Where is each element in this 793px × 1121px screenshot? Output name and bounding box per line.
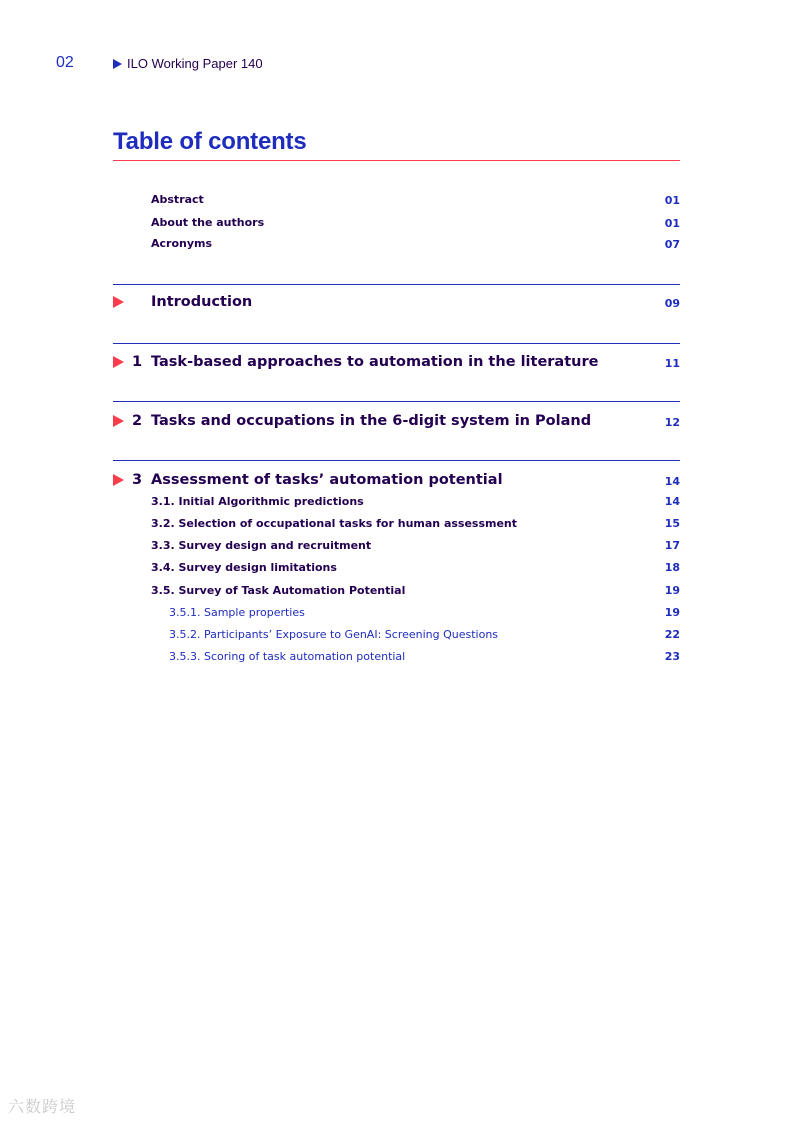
- toc-entry-label[interactable]: 3.5.3. Scoring of task automation potential: [169, 650, 406, 663]
- toc-entry-chapter-2[interactable]: [113, 415, 680, 435]
- toc-entry-page[interactable]: 14: [664, 475, 680, 488]
- toc-entry-section-3-3[interactable]: [113, 539, 680, 559]
- toc-entry-label[interactable]: 3.3. Survey design and recruitment: [151, 539, 372, 552]
- toc-entry-label[interactable]: About the authors: [151, 216, 265, 229]
- toc-entry-page[interactable]: 23: [664, 650, 680, 663]
- play-triangle-icon: [113, 474, 124, 486]
- toc-entry-page[interactable]: 15: [664, 517, 680, 530]
- toc-entry-page[interactable]: 19: [664, 584, 680, 597]
- toc-entry-chapter-1[interactable]: [113, 356, 680, 376]
- toc-entry-page[interactable]: 09: [664, 297, 680, 310]
- title-divider: [113, 160, 680, 161]
- toc-entry-page[interactable]: 11: [664, 357, 680, 370]
- toc-entry-subsection-3-5-2[interactable]: [113, 628, 680, 648]
- toc-entry-label[interactable]: 3.5.2. Participants’ Exposure to GenAI: Screening Questions: [169, 628, 499, 641]
- toc-entry-page[interactable]: 22: [664, 628, 680, 641]
- toc-entry-page[interactable]: 17: [664, 539, 680, 552]
- section-divider: [113, 460, 680, 461]
- toc-entry-acronyms[interactable]: [113, 237, 680, 257]
- play-triangle-icon: [113, 59, 122, 69]
- toc-entry-page[interactable]: 19: [664, 606, 680, 619]
- toc-entry-page[interactable]: 01: [664, 194, 680, 207]
- section-divider: [113, 401, 680, 402]
- toc-entry-label[interactable]: Assessment of tasks’ automation potential: [151, 472, 503, 488]
- toc-entry-label[interactable]: 3.2. Selection of occupational tasks for human assessment: [151, 517, 518, 530]
- watermark: 六数跨境: [8, 1097, 77, 1116]
- toc-entry-introduction[interactable]: [113, 296, 680, 316]
- toc-entry-page[interactable]: 12: [664, 416, 680, 429]
- toc-entry-label[interactable]: Abstract: [151, 193, 204, 206]
- toc-entry-chapter-3[interactable]: [113, 474, 680, 494]
- running-head: [113, 56, 263, 71]
- toc-entry-section-3-1[interactable]: [113, 495, 680, 515]
- toc-entry-abstract[interactable]: [113, 193, 680, 213]
- toc-entry-about-authors[interactable]: [113, 216, 680, 236]
- toc-entry-page[interactable]: 18: [664, 561, 680, 574]
- play-triangle-icon: [113, 296, 124, 308]
- toc-entry-page[interactable]: 01: [664, 217, 680, 230]
- toc-entry-section-3-4[interactable]: [113, 561, 680, 581]
- chapter-number: 1: [132, 354, 143, 370]
- toc-entry-label[interactable]: 3.5.1. Sample properties: [169, 606, 305, 619]
- toc-entry-label[interactable]: 3.5. Survey of Task Automation Potential: [151, 584, 406, 597]
- toc-entry-subsection-3-5-3[interactable]: [113, 650, 680, 670]
- toc-entry-page[interactable]: 14: [664, 495, 680, 508]
- play-triangle-icon: [113, 356, 124, 368]
- toc-entry-label[interactable]: Task-based approaches to automation in the literature: [151, 354, 599, 370]
- page-number: 02: [56, 54, 74, 71]
- toc-entry-subsection-3-5-1[interactable]: [113, 606, 680, 626]
- running-title: ILO Working Paper 140: [127, 56, 263, 71]
- toc-entry-label[interactable]: Tasks and occupations in the 6-digit system in Poland: [151, 413, 592, 429]
- toc-entry-label[interactable]: 3.1. Initial Algorithmic predictions: [151, 495, 364, 508]
- section-divider: [113, 284, 680, 285]
- chapter-number: 2: [132, 413, 143, 429]
- play-triangle-icon: [113, 415, 124, 427]
- toc-entry-section-3-2[interactable]: [113, 517, 680, 537]
- toc-entry-label[interactable]: Introduction: [151, 294, 253, 310]
- toc-entry-page[interactable]: 07: [664, 238, 680, 251]
- section-divider: [113, 343, 680, 344]
- toc-entry-label[interactable]: 3.4. Survey design limitations: [151, 561, 337, 574]
- toc-entry-label[interactable]: Acronyms: [151, 237, 213, 250]
- page-title: Table of contents: [113, 128, 307, 155]
- chapter-number: 3: [132, 472, 143, 488]
- toc-entry-section-3-5[interactable]: [113, 584, 680, 604]
